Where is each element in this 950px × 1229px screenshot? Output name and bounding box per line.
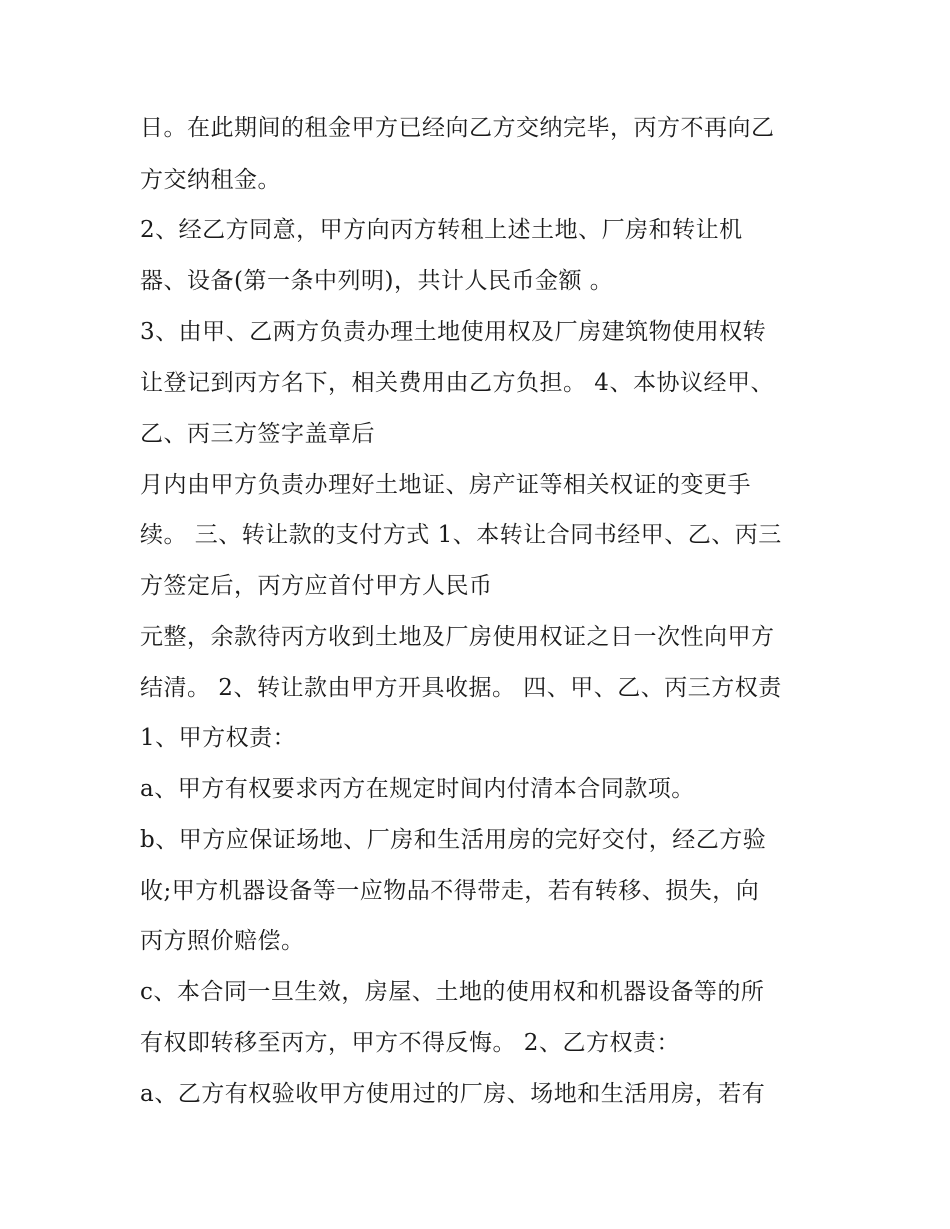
text-line: 让登记到丙方名下，相关费用由乙方负担。 4、本协议经甲、 <box>140 370 774 396</box>
text-line: 1、甲方权责： <box>140 725 297 751</box>
text-line: 器、设备(第一条中列明)，共计人民币金额 。 <box>140 268 614 294</box>
text-line: 丙方照价赔偿。 <box>140 928 305 954</box>
text-line: b、甲方应保证场地、厂房和生活用房的完好交付，经乙方验 <box>140 827 767 853</box>
text-line: a、甲方有权要求丙方在规定时间内付清本合同款项。 <box>140 776 695 802</box>
text-line: 2、经乙方同意，甲方向丙方转租上述土地、厂房和转让机 <box>140 217 743 243</box>
text-line: 日。在此期间的租金甲方已经向乙方交纳完毕，丙方不再向乙 <box>140 115 775 141</box>
text-line: 方交纳租金。 <box>140 167 281 193</box>
text-line: 收;甲方机器设备等一应物品不得带走，若有转移、损失，向 <box>140 878 760 904</box>
text-line: c、本合同一旦生效，房屋、土地的使用权和机器设备等的所 <box>140 979 765 1005</box>
text-line: 续。 三、转让款的支付方式 1、本转让合同书经甲、乙、丙三 <box>140 522 782 548</box>
text-line: a、乙方有权验收甲方使用过的厂房、场地和生活用房，若有 <box>140 1081 766 1107</box>
text-line: 月内由甲方负责办理好土地证、房产证等相关权证的变更手 <box>140 472 751 498</box>
text-line: 元整，余款待丙方收到土地及厂房使用权证之日一次性向甲方 <box>140 624 775 650</box>
text-line: 方签定后，丙方应首付甲方人民币 <box>140 573 493 599</box>
text-line: 结清。 2、转让款由甲方开具收据。 四、甲、乙、丙三方权责 <box>140 675 782 701</box>
text-line: 乙、丙三方签字盖章后 <box>140 421 375 447</box>
text-line: 3、由甲、乙两方负责办理土地使用权及厂房建筑物使用权转 <box>140 319 767 345</box>
text-line: 有权即转移至丙方，甲方不得反悔。 2、乙方权责： <box>140 1030 680 1056</box>
